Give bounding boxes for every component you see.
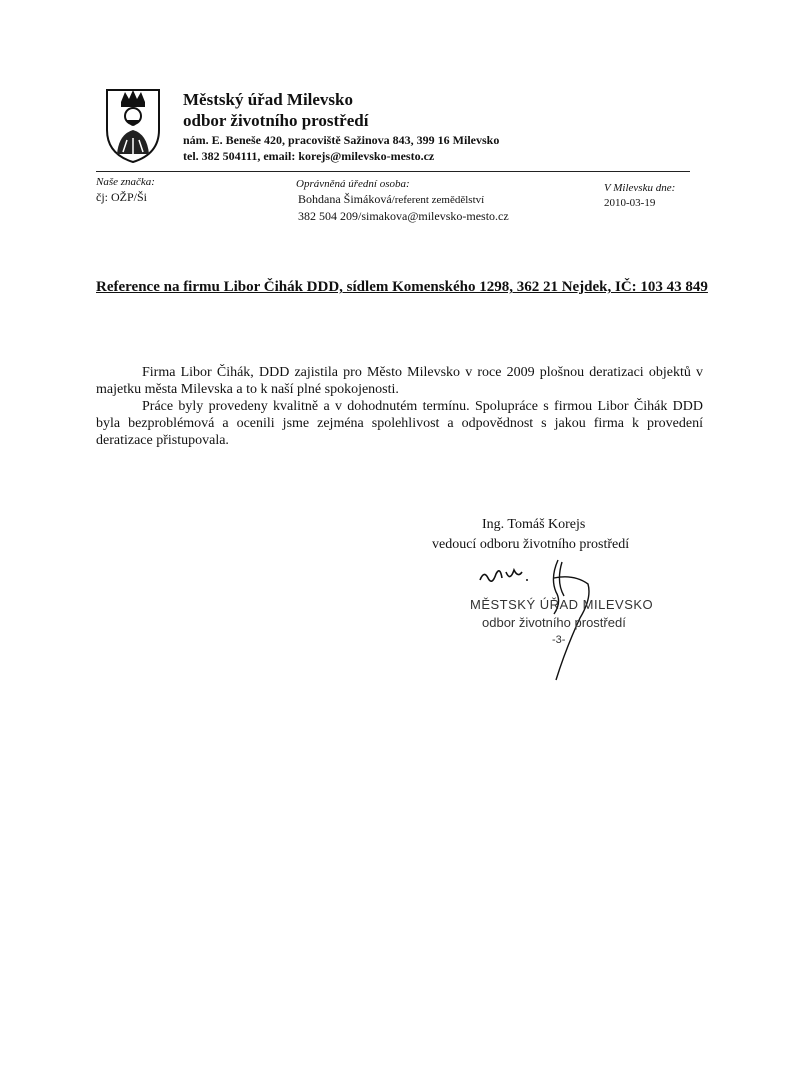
stamp-line-3: -3- — [552, 634, 566, 646]
stamp-line-2: odbor životního prostředí — [482, 615, 626, 630]
signatory-title: vedoucí odboru životního prostředí — [432, 537, 630, 552]
official-label: Oprávněná úřední osoba: — [296, 178, 410, 190]
stamp-line-1: MĚSTSKÝ ÚŘAD MILEVSKO — [470, 597, 654, 612]
signatory-name: Ing. Tomáš Korejs — [482, 517, 586, 532]
official-contact: 382 504 209/simakova@milevsko-mesto.cz — [298, 209, 509, 223]
body-paragraph: Firma Libor Čihák, DDD zajistila pro Město Milevsko v roce 2009 plošnou deratizaci objektů v majetku města Milevska a to k naší plné spokojenosti. — [96, 365, 703, 397]
city-coat-of-arms-icon — [103, 84, 163, 164]
official-role: /referent zemědělství — [391, 194, 485, 206]
official-name: Bohdana Šimáková — [298, 192, 392, 206]
org-name: Městský úřad Milevsko — [183, 90, 353, 109]
date-label: V Milevsku dne: — [604, 182, 676, 194]
our-ref-label: Naše značka: — [96, 176, 155, 188]
org-contact: tel. 382 504111, email: korejs@milevsko-mesto.cz — [183, 149, 435, 163]
our-ref-value: čj: OŽP/Ši — [96, 190, 148, 204]
org-address: nám. E. Beneše 420, pracoviště Sažinova 843, 399 16 Milevsko — [183, 133, 500, 147]
subject-line: Reference na firmu Libor Čihák DDD, sídlem Komenského 1298, 362 21 Nejdek, IČ: 103 43 849 — [96, 279, 708, 295]
header-divider — [96, 171, 690, 172]
org-department: odbor životního prostředí — [183, 111, 369, 130]
body-paragraph: Práce byly provedeny kvalitně a v dohodnutém termínu. Spolupráce s firmou Libor Čihák DDD byla bezproblémová a ocenili jsme zejména spolehlivost a odpovědnost s jakou firma k provedení deratizace přistupovala. — [96, 399, 703, 448]
letter-body — [96, 364, 703, 449]
date-value: 2010-03-19 — [604, 197, 656, 209]
official-name-line — [298, 192, 484, 207]
